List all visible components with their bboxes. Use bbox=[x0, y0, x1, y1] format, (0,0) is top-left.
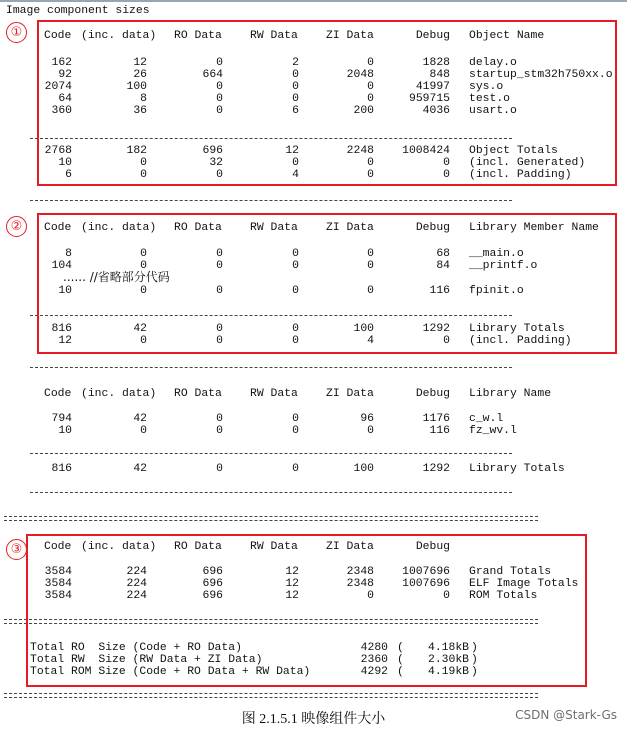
object-row-zi-data-cell: 200 bbox=[353, 105, 374, 117]
section-title: Image component sizes bbox=[6, 5, 150, 17]
object-ro-data-header: RO Data bbox=[174, 30, 222, 42]
library-member-row-name-cell: fpinit.o bbox=[469, 285, 524, 297]
size-summary-bytes: 4292 bbox=[360, 666, 388, 678]
size-summary-label: Total RO Size (Code + RO Data) bbox=[30, 642, 242, 654]
grand-totals-row-ro-data-cell: 696 bbox=[202, 578, 223, 590]
library-member-row-zi-data-cell: 0 bbox=[367, 260, 374, 272]
library-member-totals-row-debug-cell: 1292 bbox=[422, 323, 450, 335]
grand-totals-row-code-cell: 3584 bbox=[44, 590, 72, 602]
library-member-rw-data-header: RW Data bbox=[250, 222, 298, 234]
object-row-debug-cell: 41997 bbox=[415, 81, 450, 93]
object-debug-header: Debug bbox=[415, 30, 450, 42]
library-member-totals-row-zi-data-cell: 100 bbox=[353, 323, 374, 335]
library-totals-row-ro-data-cell: 0 bbox=[216, 463, 223, 475]
object-row-rw-data-cell: 0 bbox=[292, 93, 299, 105]
object-zi-data-header: ZI Data bbox=[326, 30, 374, 42]
divider bbox=[30, 492, 512, 493]
library-row-ro-data-cell: 0 bbox=[216, 425, 223, 437]
library-totals-row-name-cell: Library Totals bbox=[469, 463, 565, 475]
object-totals-row-rw-data-cell: 0 bbox=[292, 157, 299, 169]
library-totals-row-zi-data-cell: 100 bbox=[353, 463, 374, 475]
grand-totals-row-ro-data-cell: 696 bbox=[202, 566, 223, 578]
library-member-totals-row-name-cell: (incl. Padding) bbox=[469, 335, 572, 347]
watermark: CSDN @Stark-Gs bbox=[515, 708, 617, 722]
library-member-row-inc-data-cell: 0 bbox=[140, 285, 147, 297]
library-name-header: Library Name bbox=[469, 388, 552, 400]
object-totals-row-code-cell: 2768 bbox=[44, 145, 72, 157]
object-row-ro-data-cell: 664 bbox=[202, 69, 223, 81]
object-row-code-cell: 162 bbox=[51, 57, 72, 69]
object-inc-data-header: (inc. data) bbox=[81, 30, 157, 42]
object-row-rw-data-cell: 0 bbox=[292, 69, 299, 81]
object-row-inc-data-cell: 36 bbox=[133, 105, 147, 117]
library-member-totals-row-name-cell: Library Totals bbox=[469, 323, 565, 335]
object-row-code-cell: 92 bbox=[58, 69, 72, 81]
object-row-rw-data-cell: 6 bbox=[292, 105, 299, 117]
library-row-ro-data-cell: 0 bbox=[216, 413, 223, 425]
library-member-totals-row-ro-data-cell: 0 bbox=[216, 335, 223, 347]
library-member-row-debug-cell: 84 bbox=[436, 260, 450, 272]
library-member-totals-row-rw-data-cell: 0 bbox=[292, 335, 299, 347]
library-member-row-zi-data-cell: 0 bbox=[367, 285, 374, 297]
library-row-rw-data-cell: 0 bbox=[292, 425, 299, 437]
library-row-name-cell: c_w.l bbox=[469, 413, 504, 425]
object-row-ro-data-cell: 0 bbox=[216, 105, 223, 117]
object-totals-row-zi-data-cell: 2248 bbox=[346, 145, 374, 157]
object-row-debug-cell: 1828 bbox=[422, 57, 450, 69]
object-row-debug-cell: 848 bbox=[429, 69, 450, 81]
grand-totals-row-zi-data-cell: 2348 bbox=[346, 578, 374, 590]
divider bbox=[30, 200, 512, 201]
library-row-name-cell: fz_wv.l bbox=[469, 425, 517, 437]
object-row-name-cell: usart.o bbox=[469, 105, 517, 117]
double-divider bbox=[4, 693, 538, 698]
grand-ro-data-header: RO Data bbox=[174, 541, 222, 553]
object-row-rw-data-cell: 2 bbox=[292, 57, 299, 69]
library-member-name-header: Library Member Name bbox=[469, 222, 599, 234]
window-top-edge bbox=[0, 0, 627, 2]
library-row-zi-data-cell: 0 bbox=[367, 425, 374, 437]
object-row-zi-data-cell: 0 bbox=[367, 93, 374, 105]
size-summary-paren-open: ( bbox=[397, 666, 404, 678]
object-row-inc-data-cell: 12 bbox=[133, 57, 147, 69]
size-summary-paren-close: ) bbox=[471, 642, 478, 654]
library-member-totals-row-code-cell: 12 bbox=[58, 335, 72, 347]
size-summary-paren-open: ( bbox=[397, 642, 404, 654]
size-summary-kb: 4.18kB bbox=[427, 642, 469, 654]
divider bbox=[30, 367, 512, 368]
library-member-row-debug-cell: 68 bbox=[436, 248, 450, 260]
grand-inc-data-header: (inc. data) bbox=[81, 541, 157, 553]
grand-totals-row-name-cell: Grand Totals bbox=[469, 566, 552, 578]
grand-totals-row-debug-cell: 1007696 bbox=[402, 566, 450, 578]
object-totals-row-debug-cell: 1008424 bbox=[402, 145, 450, 157]
grand-totals-row-debug-cell: 1007696 bbox=[402, 578, 450, 590]
object-totals-row-code-cell: 6 bbox=[65, 169, 72, 181]
grand-totals-row-inc-data-cell: 224 bbox=[126, 566, 147, 578]
object-name-header: Object Name bbox=[469, 30, 545, 42]
library-code-header: Code bbox=[44, 388, 72, 400]
library-ro-data-header: RO Data bbox=[174, 388, 222, 400]
object-totals-row-ro-data-cell: 32 bbox=[209, 157, 223, 169]
library-member-row-ro-data-cell: 0 bbox=[216, 285, 223, 297]
library-member-totals-row-zi-data-cell: 4 bbox=[367, 335, 374, 347]
library-totals-row-debug-cell: 1292 bbox=[422, 463, 450, 475]
grand-totals-row-name-cell: ROM Totals bbox=[469, 590, 538, 602]
grand-code-header: Code bbox=[44, 541, 72, 553]
library-debug-header: Debug bbox=[415, 388, 450, 400]
library-totals-row-inc-data-cell: 42 bbox=[133, 463, 147, 475]
object-totals-row-name-cell: (incl. Generated) bbox=[469, 157, 586, 169]
object-totals-row-zi-data-cell: 0 bbox=[367, 157, 374, 169]
object-row-inc-data-cell: 8 bbox=[140, 93, 147, 105]
grand-totals-row-debug-cell: 0 bbox=[443, 590, 450, 602]
object-totals-row-inc-data-cell: 182 bbox=[126, 145, 147, 157]
library-member-zi-data-header: ZI Data bbox=[326, 222, 374, 234]
grand-totals-row-name-cell: ELF Image Totals bbox=[469, 578, 579, 590]
library-member-row-ro-data-cell: 0 bbox=[216, 260, 223, 272]
library-member-row-name-cell: __main.o bbox=[469, 248, 524, 260]
object-row-inc-data-cell: 100 bbox=[126, 81, 147, 93]
grand-rw-data-header: RW Data bbox=[250, 541, 298, 553]
grand-totals-row-ro-data-cell: 696 bbox=[202, 590, 223, 602]
object-row-name-cell: test.o bbox=[469, 93, 511, 105]
object-row-debug-cell: 959715 bbox=[408, 93, 450, 105]
library-member-row-rw-data-cell: 0 bbox=[292, 285, 299, 297]
marker-1: ① bbox=[6, 22, 27, 43]
library-member-row-rw-data-cell: 0 bbox=[292, 260, 299, 272]
library-row-code-cell: 794 bbox=[51, 413, 72, 425]
object-totals-row-debug-cell: 0 bbox=[443, 157, 450, 169]
object-row-ro-data-cell: 0 bbox=[216, 93, 223, 105]
divider bbox=[30, 453, 512, 454]
grand-totals-row-zi-data-cell: 0 bbox=[367, 590, 374, 602]
library-member-totals-row-debug-cell: 0 bbox=[443, 335, 450, 347]
object-rw-data-header: RW Data bbox=[250, 30, 298, 42]
size-summary-kb: 4.19kB bbox=[427, 666, 469, 678]
library-member-debug-header: Debug bbox=[415, 222, 450, 234]
library-member-row-ro-data-cell: 0 bbox=[216, 248, 223, 260]
grand-totals-row-code-cell: 3584 bbox=[44, 566, 72, 578]
size-summary-label: Total RW Size (RW Data + ZI Data) bbox=[30, 654, 263, 666]
library-member-totals-row-code-cell: 816 bbox=[51, 323, 72, 335]
highlight-box-library-members bbox=[37, 213, 617, 354]
double-divider bbox=[4, 516, 538, 521]
size-summary-kb: 2.30kB bbox=[427, 654, 469, 666]
object-totals-row-inc-data-cell: 0 bbox=[140, 157, 147, 169]
object-totals-row-zi-data-cell: 0 bbox=[367, 169, 374, 181]
object-row-zi-data-cell: 2048 bbox=[346, 69, 374, 81]
grand-totals-row-inc-data-cell: 224 bbox=[126, 590, 147, 602]
object-row-ro-data-cell: 0 bbox=[216, 57, 223, 69]
grand-totals-row-zi-data-cell: 2348 bbox=[346, 566, 374, 578]
library-row-rw-data-cell: 0 bbox=[292, 413, 299, 425]
size-summary-paren-close: ) bbox=[471, 654, 478, 666]
object-totals-row-inc-data-cell: 0 bbox=[140, 169, 147, 181]
library-member-code-header: Code bbox=[44, 222, 72, 234]
size-summary-paren-open: ( bbox=[397, 654, 404, 666]
highlight-box-objects bbox=[37, 20, 617, 186]
figure-caption: 图 2.1.5.1 映像组件大小 bbox=[241, 712, 386, 727]
library-member-ro-data-header: RO Data bbox=[174, 222, 222, 234]
library-member-row-code-cell: 10 bbox=[58, 285, 72, 297]
object-code-header: Code bbox=[44, 30, 72, 42]
library-member-row-name-cell: __printf.o bbox=[469, 260, 538, 272]
library-member-row-zi-data-cell: 0 bbox=[367, 248, 374, 260]
marker-3: ③ bbox=[6, 539, 27, 560]
object-row-inc-data-cell: 26 bbox=[133, 69, 147, 81]
grand-totals-row-rw-data-cell: 12 bbox=[285, 566, 299, 578]
size-summary-label: Total ROM Size (Code + RO Data + RW Data) bbox=[30, 666, 311, 678]
omitted-code-note: ...... //省略部分代码 bbox=[63, 270, 170, 284]
object-row-code-cell: 360 bbox=[51, 105, 72, 117]
object-totals-row-ro-data-cell: 696 bbox=[202, 145, 223, 157]
library-member-row-code-cell: 104 bbox=[51, 260, 72, 272]
object-totals-row-rw-data-cell: 12 bbox=[285, 145, 299, 157]
grand-totals-row-code-cell: 3584 bbox=[44, 578, 72, 590]
object-row-code-cell: 64 bbox=[58, 93, 72, 105]
library-member-row-inc-data-cell: 0 bbox=[140, 248, 147, 260]
object-row-code-cell: 2074 bbox=[44, 81, 72, 93]
object-totals-row-debug-cell: 0 bbox=[443, 169, 450, 181]
object-totals-row-code-cell: 10 bbox=[58, 157, 72, 169]
object-row-name-cell: startup_stm32h750xx.o bbox=[469, 69, 613, 81]
highlight-box-grand-totals bbox=[26, 534, 587, 687]
library-rw-data-header: RW Data bbox=[250, 388, 298, 400]
object-totals-row-ro-data-cell: 0 bbox=[216, 169, 223, 181]
grand-totals-row-rw-data-cell: 12 bbox=[285, 590, 299, 602]
library-row-zi-data-cell: 96 bbox=[360, 413, 374, 425]
marker-2: ② bbox=[6, 216, 27, 237]
library-member-totals-row-inc-data-cell: 42 bbox=[133, 323, 147, 335]
object-row-rw-data-cell: 0 bbox=[292, 81, 299, 93]
object-row-name-cell: sys.o bbox=[469, 81, 504, 93]
library-totals-row-rw-data-cell: 0 bbox=[292, 463, 299, 475]
grand-totals-row-rw-data-cell: 12 bbox=[285, 578, 299, 590]
library-member-row-debug-cell: 116 bbox=[429, 285, 450, 297]
object-row-zi-data-cell: 0 bbox=[367, 57, 374, 69]
object-totals-row-name-cell: Object Totals bbox=[469, 145, 558, 157]
library-member-totals-row-inc-data-cell: 0 bbox=[140, 335, 147, 347]
size-summary-paren-close: ) bbox=[471, 666, 478, 678]
library-totals-row-code-cell: 816 bbox=[51, 463, 72, 475]
library-row-debug-cell: 1176 bbox=[422, 413, 450, 425]
object-totals-row-name-cell: (incl. Padding) bbox=[469, 169, 572, 181]
object-row-name-cell: delay.o bbox=[469, 57, 517, 69]
library-row-code-cell: 10 bbox=[58, 425, 72, 437]
grand-zi-data-header: ZI Data bbox=[326, 541, 374, 553]
library-member-totals-row-rw-data-cell: 0 bbox=[292, 323, 299, 335]
size-summary-bytes: 4280 bbox=[360, 642, 388, 654]
library-inc-data-header: (inc. data) bbox=[81, 388, 157, 400]
grand-totals-row-inc-data-cell: 224 bbox=[126, 578, 147, 590]
library-row-inc-data-cell: 0 bbox=[140, 425, 147, 437]
library-member-row-inc-data-cell: 0 bbox=[140, 260, 147, 272]
library-zi-data-header: ZI Data bbox=[326, 388, 374, 400]
library-member-totals-row-ro-data-cell: 0 bbox=[216, 323, 223, 335]
library-member-row-rw-data-cell: 0 bbox=[292, 248, 299, 260]
object-row-ro-data-cell: 0 bbox=[216, 81, 223, 93]
library-row-inc-data-cell: 42 bbox=[133, 413, 147, 425]
size-summary-bytes: 2360 bbox=[360, 654, 388, 666]
object-row-zi-data-cell: 0 bbox=[367, 81, 374, 93]
library-row-debug-cell: 116 bbox=[429, 425, 450, 437]
grand-debug-header: Debug bbox=[415, 541, 450, 553]
object-totals-row-rw-data-cell: 4 bbox=[292, 169, 299, 181]
library-member-row-code-cell: 8 bbox=[65, 248, 72, 260]
library-member-inc-data-header: (inc. data) bbox=[81, 222, 157, 234]
object-row-debug-cell: 4036 bbox=[422, 105, 450, 117]
